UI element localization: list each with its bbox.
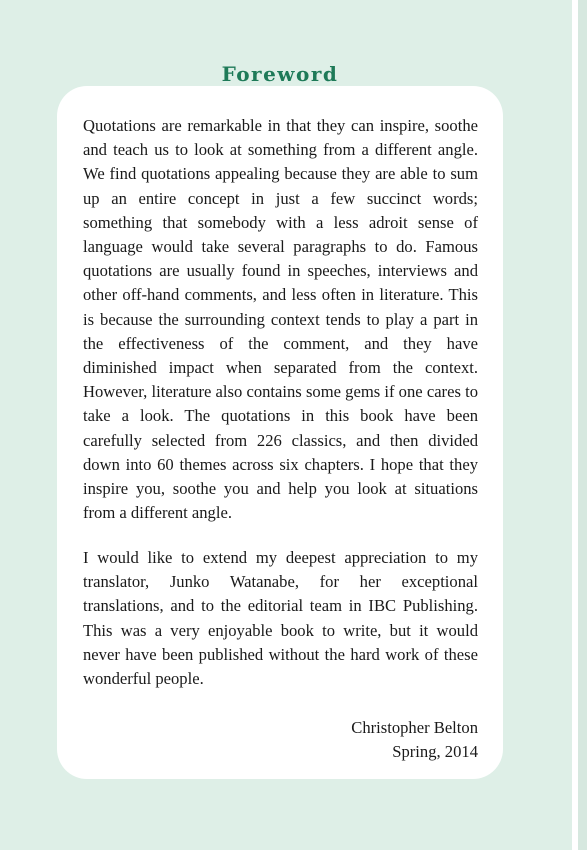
foreword-paragraph-2: I would like to extend my deepest appreciation to my translator, Junko Watanabe, for her exceptional translations, and to the editorial team in IBC Publishing. This was a very enjoyable book to write, but it would never have been published without the hard work of these wonderful people.: [83, 548, 478, 689]
signature-block: [83, 716, 478, 764]
author-name: Christopher Belton: [351, 718, 478, 737]
foreword-paragraph-1: Quotations are remarkable in that they can inspire, soothe and teach us to look at something from a different angle. We find quotations appealing because they are able to sum up an entire concept in just a few succinct words; something that somebody with a less adroit sense of language would take several paragraphs to do. Famous quotations are usually found in speeches, interviews and other off-hand comments, and less often in literature. This is because the surrounding context tends to play a part in the effectiveness of the comment, and they have diminished impact when separated from the context. However, literature also contains some gems if one cares to take a look. The quotations in this book have been carefully selected from 226 classics, and then divided down into 60 themes across six chapters. I hope that they inspire you, soothe you and help you look at situations from a different angle.: [83, 116, 478, 523]
signature-date: Spring, 2014: [392, 742, 478, 762]
page-edge: [578, 0, 587, 850]
page-title: Foreword: [221, 62, 339, 86]
